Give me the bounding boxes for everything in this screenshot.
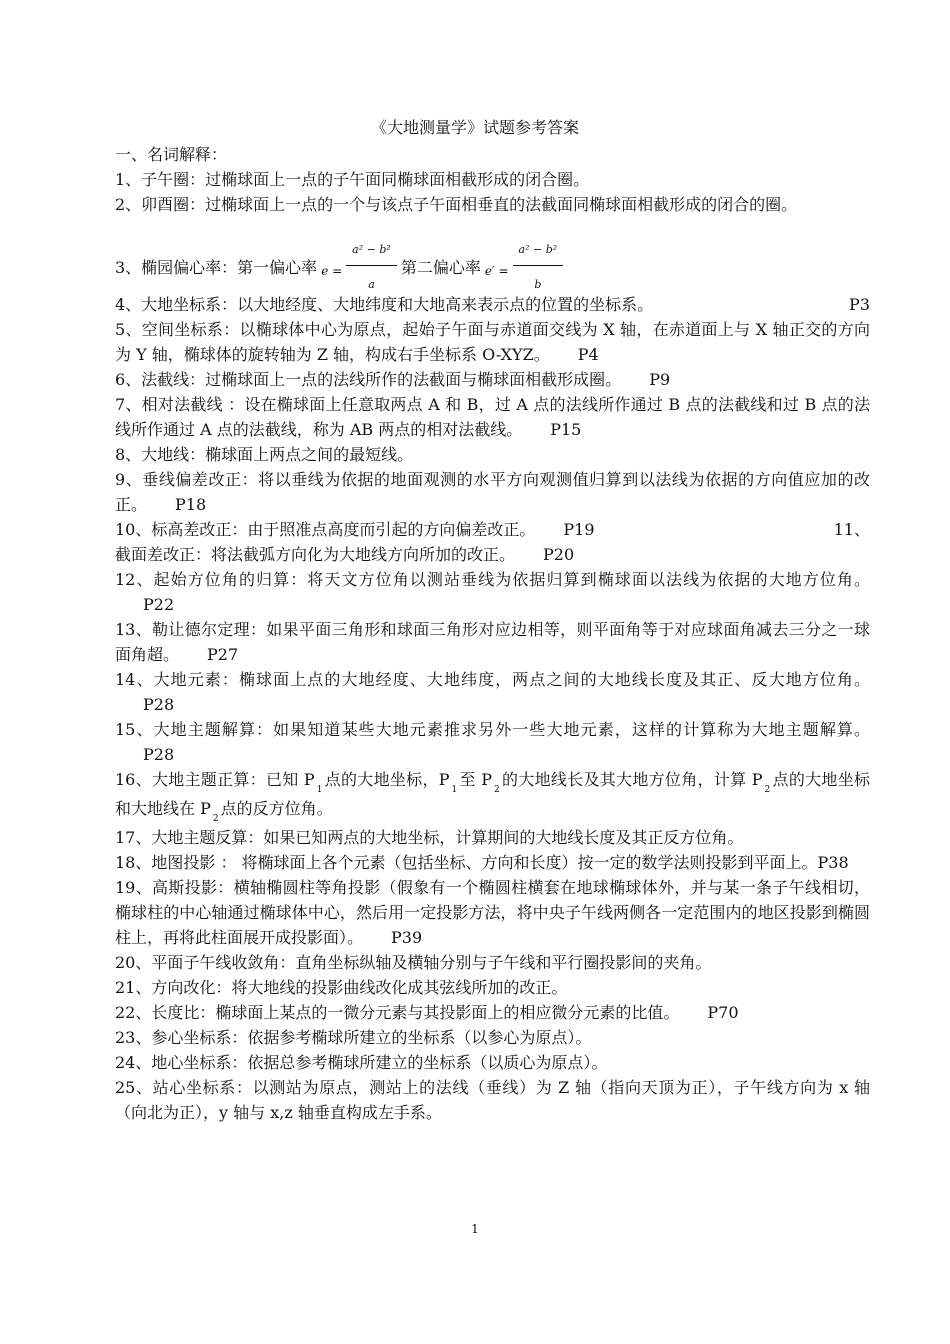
page-ref: P15 (550, 420, 582, 439)
second-eccentricity-symbol: e′ = (484, 263, 509, 278)
definition-18: 18、地图投影 ： 将椭球面上各个元素（包括坐标、方向和长度）按一定的数学法则投影到平面上。P38 (115, 853, 849, 872)
definition-1: 1、子午圈：过椭球面上一点的子午面同椭球面相截形成的闭合圈。 (115, 170, 590, 189)
page-ref: P9 (649, 370, 671, 389)
definition-16-part: 点的大地坐标，P (324, 770, 450, 789)
page-ref: P70 (707, 1003, 739, 1022)
definition-14-text: 14、大地元素：椭球面上点的大地经度、大地纬度，两点之间的大地线长度及其正、反大地方位角。 (115, 670, 870, 689)
page-ref: P18 (175, 495, 207, 514)
subscript: 2 (764, 785, 771, 795)
definition-16 (115, 767, 870, 825)
page-ref: P27 (207, 645, 239, 664)
subscript: 1 (451, 785, 458, 795)
second-eccentricity-denominator: b (534, 278, 542, 291)
definition-20: 20、平面子午线收敛角：直角坐标纵轴及横轴分别与子午线和平行圈投影间的夹角。 (115, 953, 712, 972)
definition-14 (115, 667, 870, 717)
definition-15-text: 15、大地主题解算：如果知道某些大地元素推求另外一些大地元素，这样的计算称为大地主题解算。 (115, 720, 870, 739)
definition-7-text: 7、相对法截线 ：设在椭球面上任意取两点 A 和 B，过 A 点的法线所作通过 B 点的法截线和过 B 点的法线所作通过 A 点的法截线，称为 AB 两点的相对法截线。 (115, 395, 870, 439)
definition-25: 25、站心坐标系：以测站为原点，测站上的法线（垂线）为 Z 轴（指向天顶为正），子午线方向为 x 轴（向北为正），y 轴与 x,z 轴垂直构成左手系。 (115, 1078, 870, 1122)
definition-9 (115, 467, 870, 517)
definition-9-text: 9、垂线偏差改正：将以垂线为依据的地面观测的水平方向观测值归算到以法线为依据的方向值应加的改正。 (115, 470, 870, 514)
page-ref: P20 (543, 545, 575, 564)
definition-3-mid: 第二偏心率 (400, 257, 481, 277)
definition-3-lead: 3、椭园偏心率：第一偏心率 (115, 257, 318, 277)
definition-4-text: 4、大地坐标系：以大地经度、大地纬度和大地高来表示点的位置的坐标系。 (115, 295, 654, 314)
definition-15 (115, 717, 870, 767)
definition-21: 21、方向改化：将大地线的投影曲线改化成其弦线所加的改正。 (115, 978, 568, 997)
definition-10-text: 10、标高差改正：由于照准点高度而引起的方向偏差改正。 (115, 520, 536, 539)
page-ref: P4 (577, 345, 599, 364)
definition-17: 17、大地主题反算：如果已知两点的大地坐标，计算期间的大地线长度及其正反方位角。 (115, 828, 744, 847)
definition-11-number: 11、 (833, 520, 870, 539)
subscript: 1 (316, 785, 323, 795)
first-eccentricity-fraction (346, 237, 397, 297)
definition-13 (115, 617, 870, 667)
definition-19 (115, 875, 870, 950)
definition-3 (115, 242, 870, 292)
definition-16-part: 点的大地坐标和大地线在 P (115, 770, 870, 818)
page-ref: P39 (391, 928, 423, 947)
definition-8: 8、大地线：椭球面上两点之间的最短线。 (115, 445, 414, 464)
definition-11 (115, 542, 870, 567)
definition-6-text: 6、法截线：过椭球面上一点的法线所作的法截面与椭球面相截形成圈。 (115, 370, 622, 389)
second-eccentricity-numerator: a² − b² (513, 237, 564, 266)
definition-4 (115, 292, 870, 317)
page-number: 1 (471, 1222, 479, 1236)
definition-23: 23、参心坐标系：依据参考椭球所建立的坐标系（以参心为原点）。 (115, 1028, 592, 1047)
definition-12 (115, 567, 870, 617)
first-eccentricity-symbol: e = (321, 263, 343, 278)
definition-16-part: 至 P (459, 770, 492, 789)
definition-12-text: 12、起始方位角的归算：将天文方位角以测站垂线为依据归算到椭球面以法线为依据的大地方位角。 (115, 570, 870, 589)
subscript: 2 (212, 814, 219, 824)
second-eccentricity-fraction (513, 237, 564, 297)
document-title: 《大地测量学》试题参考答案 (370, 118, 579, 137)
page-ref: P28 (143, 745, 175, 764)
page-ref: P3 (849, 295, 870, 314)
section-heading: 一、名词解释： (115, 145, 228, 164)
page-ref: P22 (143, 595, 175, 614)
page-ref: P28 (143, 695, 175, 714)
first-eccentricity-denominator: a (368, 278, 375, 291)
definition-6 (115, 367, 870, 392)
definition-11-text: 截面差改正：将法截弧方向化为大地线方向所加的改正。 (115, 545, 516, 564)
definition-16-part: 的大地线长及其大地方位角，计算 P (501, 770, 763, 789)
definition-2: 2、卯酉圈：过椭球面上一点的一个与该点子午面相垂直的法截面同椭球面相截形成的闭合的圈。 (115, 195, 798, 214)
definition-16-part: 16、大地主题正算：已知 P (115, 770, 315, 789)
document-body (115, 142, 870, 1125)
definition-7 (115, 392, 870, 442)
definition-5-text: 5、空间坐标系：以椭球体中心为原点，起始子午面与赤道面交线为 X 轴，在赤道面上与 X 轴正交的方向为 Y 轴，椭球体的旋转轴为 Z 轴，构成右手坐标系 O-XYZ。 (115, 320, 870, 364)
definition-10 (115, 517, 870, 542)
page-ref: P19 (563, 520, 595, 539)
definition-24: 24、地心坐标系：依据总参考椭球所建立的坐标系（以质心为原点）。 (115, 1053, 608, 1072)
subscript: 2 (494, 785, 500, 795)
definition-5 (115, 317, 870, 367)
first-eccentricity-numerator: a² − b² (346, 237, 397, 266)
definition-22-text: 22、长度比：椭球面上某点的一微分元素与其投影面上的相应微分元素的比值。 (115, 1003, 680, 1022)
definition-13-text: 13、勒让德尔定理：如果平面三角形和球面三角形对应边相等，则平面角等于对应球面角减去三分之一球面角超。 (115, 620, 870, 664)
definition-16-part: 点的反方位角。 (220, 799, 333, 818)
definition-19-text: 19、高斯投影：横轴椭圆柱等角投影（假象有一个椭圆柱横套在地球椭球体外，并与某一条子午线相切，椭球柱的中心轴通过椭球体中心，然后用一定投影方法，将中央子午线两侧各一定范围内的地区投影到椭圆柱上，再将此柱面展开成投影面）。 (115, 878, 870, 947)
definition-22 (115, 1000, 870, 1025)
